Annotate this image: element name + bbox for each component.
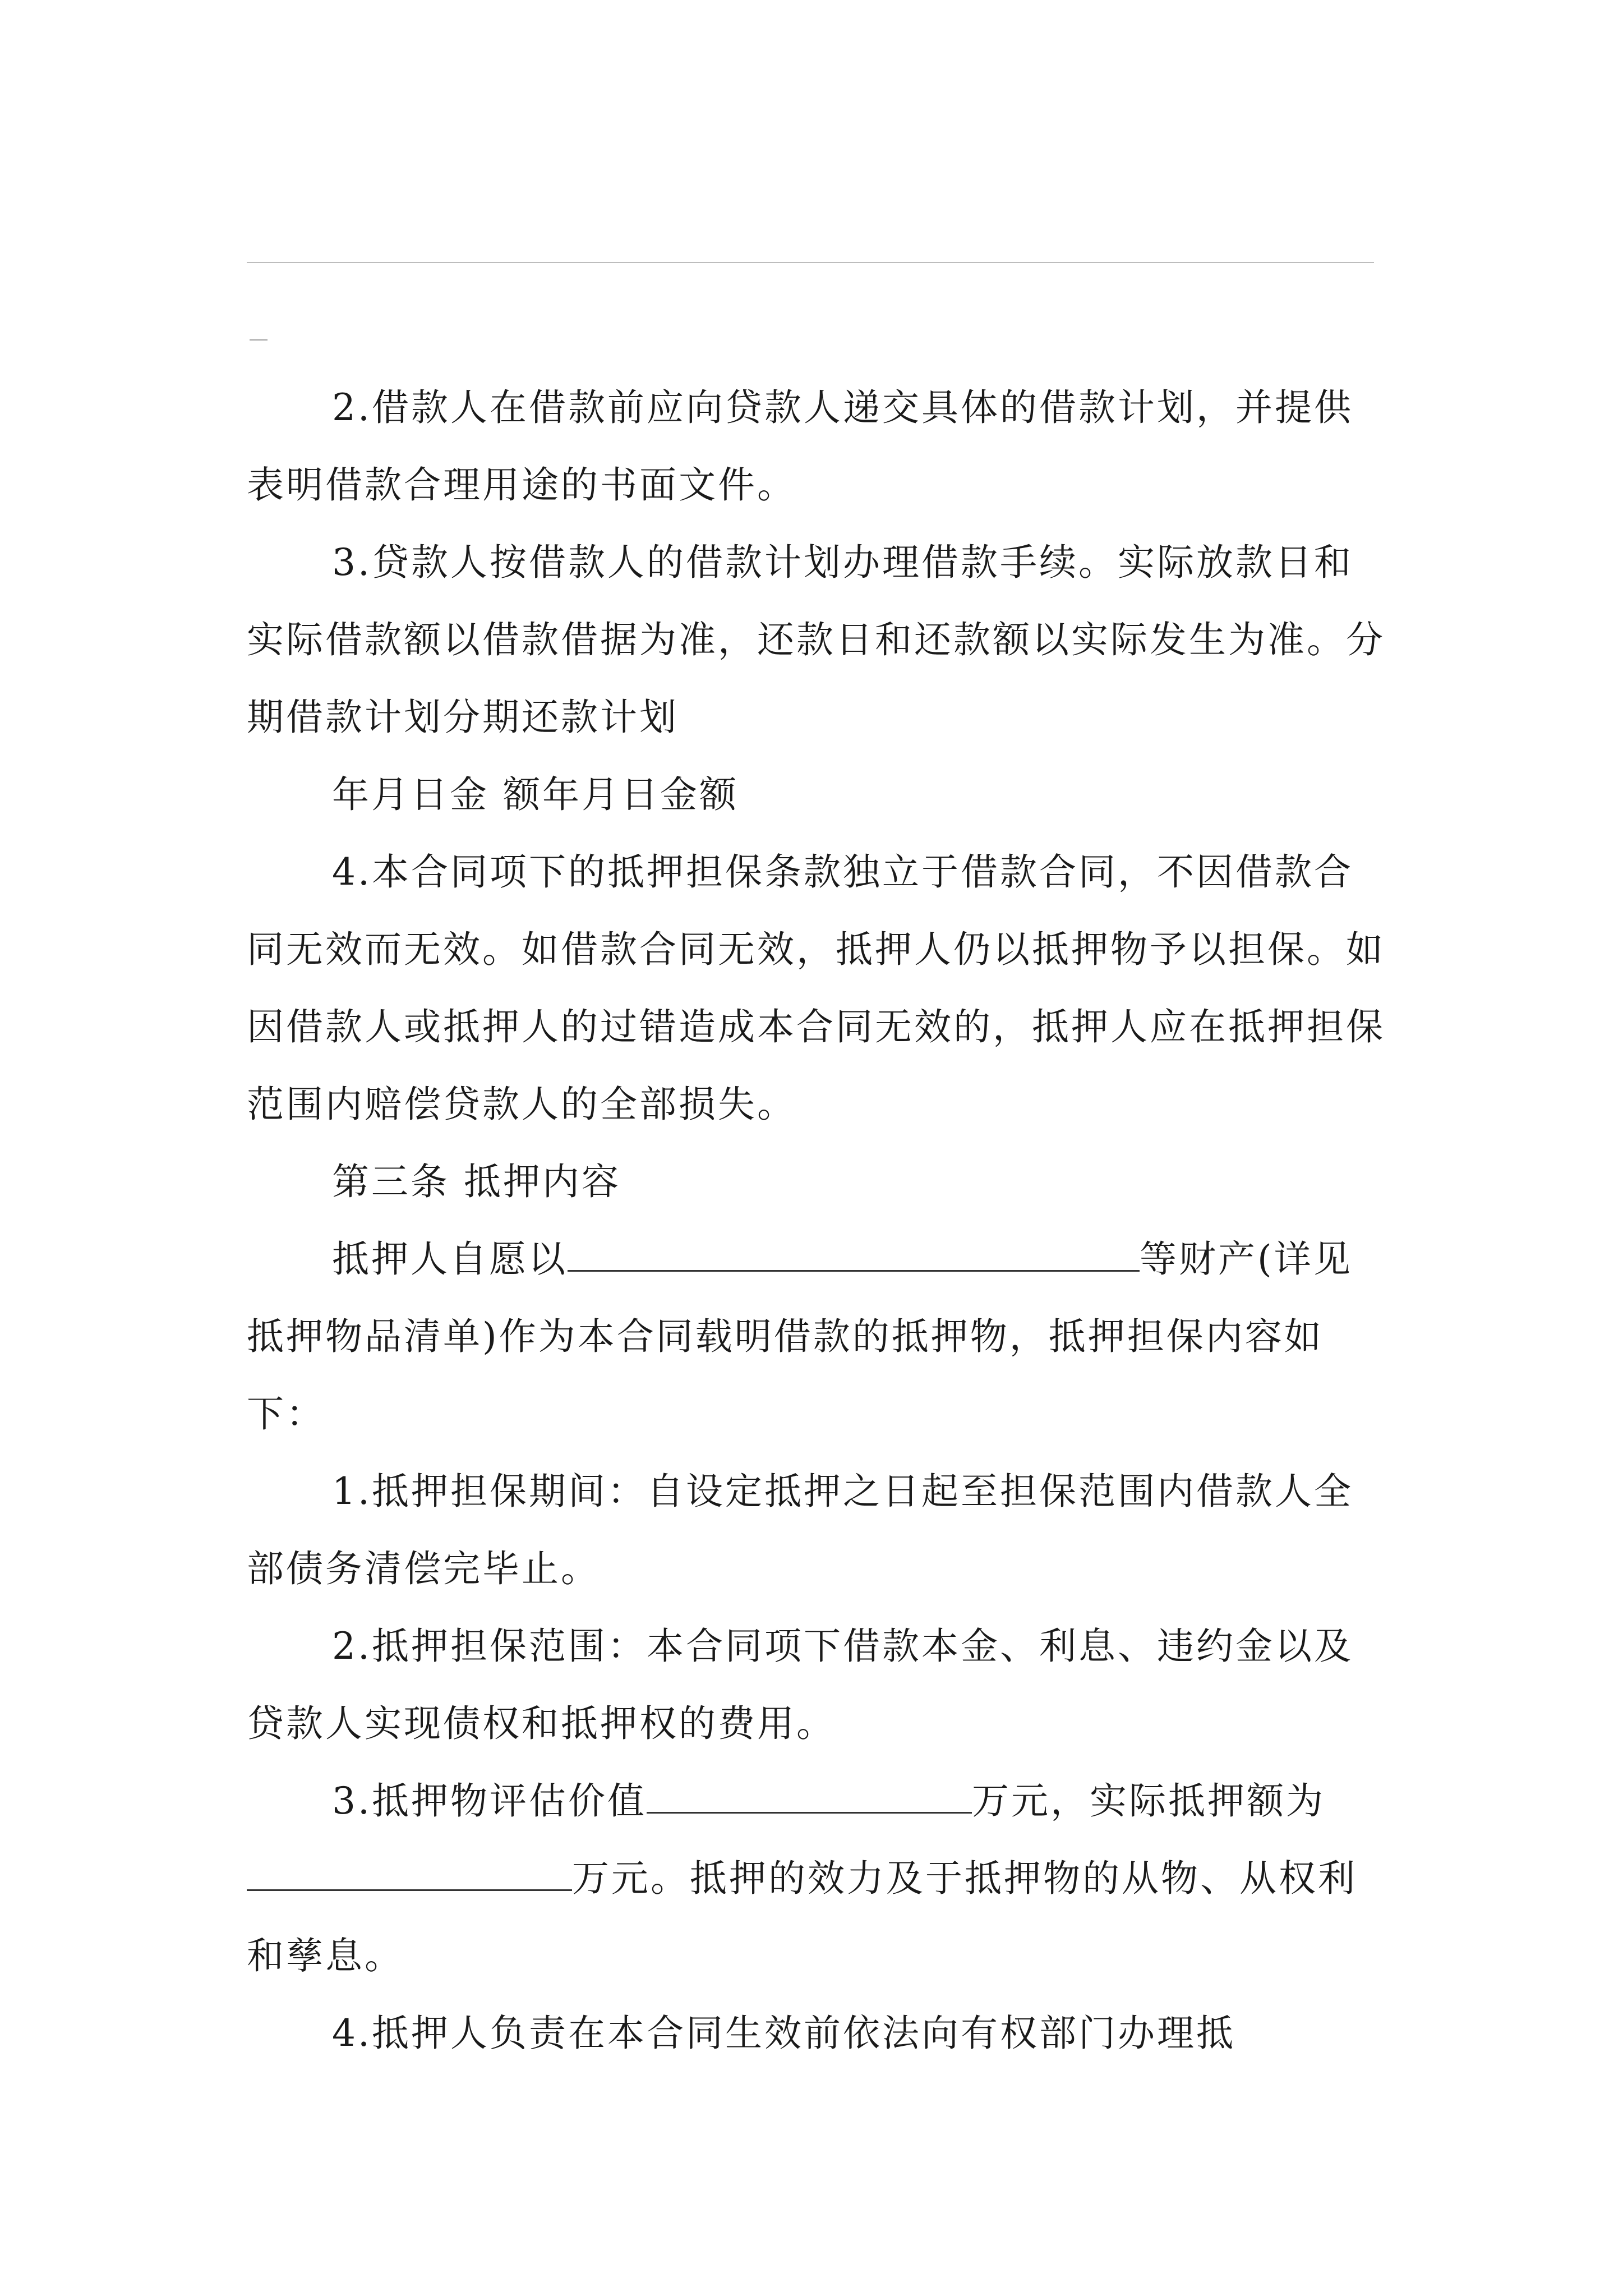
paragraph-loan-plan: 2.借款人在借款前应向贷款人递交具体的借款计划，并提供表明借款合理用途的书面文件。	[247, 386, 1353, 507]
paragraph-registration: 4.抵押人负责在本合同生效前依法向有权部门办理抵	[332, 2012, 1235, 2055]
paragraph-mortgage-property	[247, 1221, 1391, 1453]
header-mark	[250, 339, 268, 341]
text-fragment: 万元，实际抵押额为	[971, 1779, 1325, 1823]
header-rule	[247, 262, 1374, 263]
text-fragment: 抵押人自愿以	[332, 1237, 568, 1281]
paragraph-loan-procedure: 3.贷款人按借款人的借款计划办理借款手续。实际放款日和实际借款额以借款借据为准，还款日和还款额以实际发生为准。分期借款计划分期还款计划	[247, 541, 1385, 739]
text-fragment: 万元。抵押的效力及于抵押物的从物、从权利和孳息。	[247, 1857, 1357, 1977]
fill-in-blank-property[interactable]	[568, 1239, 1140, 1272]
paragraph-plan-table-header: 年月日金 额年月日金额	[332, 773, 739, 816]
document-body	[247, 369, 1391, 2072]
paragraph-guarantee-scope: 2.抵押担保范围：本合同项下借款本金、利息、违约金以及贷款人实现债权和抵押权的费用。	[247, 1625, 1353, 1745]
paragraph-valuation	[247, 1763, 1391, 1995]
fill-in-blank-mortgage-amount[interactable]	[247, 1858, 572, 1891]
fill-in-blank-valuation[interactable]	[647, 1780, 972, 1814]
paragraph-guarantee-period: 1.抵押担保期间：自设定抵押之日起至担保范围内借款人全部债务清偿完毕止。	[247, 1470, 1353, 1590]
text-fragment: 等财产(详见抵押物品清单)作为本合同载明借款的抵押物，抵押担保内容如下：	[247, 1237, 1353, 1435]
text-fragment: 3.抵押物评估价值	[332, 1779, 647, 1823]
paragraph-independent-clause: 4.本合同项下的抵押担保条款独立于借款合同，不因借款合同无效而无效。如借款合同无效，抵押人仍以抵押物予以担保。如因借款人或抵押人的过错造成本合同无效的，抵押人应在抵押担保范围内赔偿贷款人的全部损失。	[247, 850, 1385, 1126]
section-heading-article-3: 第三条 抵押内容	[332, 1160, 621, 1203]
